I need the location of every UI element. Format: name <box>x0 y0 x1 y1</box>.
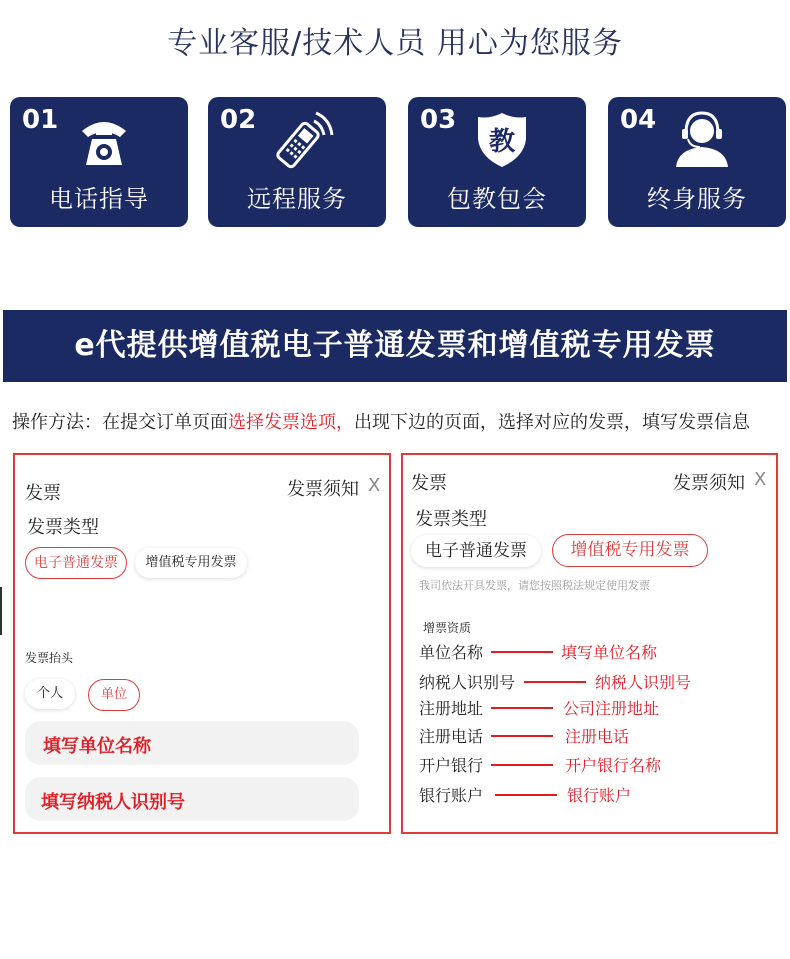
service-number: 01 <box>22 105 59 135</box>
type-option-vat-special[interactable]: 增值税专用发票 <box>135 548 247 578</box>
service-card-teach <box>408 97 586 227</box>
row-label: 开户银行 <box>419 756 484 775</box>
invoice-panel-right <box>401 453 778 834</box>
method-highlight: 选择发票选项， <box>228 412 354 433</box>
company-name-placeholder: 填写单位名称 <box>43 736 151 757</box>
panel-title: 发票 <box>411 473 447 494</box>
connector-line <box>491 707 553 709</box>
type-option-vat-special[interactable]: 增值税专用发票 <box>552 534 708 567</box>
service-card-phone <box>10 97 188 227</box>
invoice-type-label: 发票类型 <box>27 517 99 538</box>
service-label: 远程服务 <box>247 185 347 213</box>
row-label: 注册电话 <box>419 727 484 746</box>
row-value: 纳税人识别号 <box>595 673 692 692</box>
invoice-panel-left <box>13 453 391 834</box>
connector-line <box>491 764 553 766</box>
telephone-icon <box>72 109 136 169</box>
row-value: 开户银行名称 <box>565 756 662 775</box>
row-value: 填写单位名称 <box>561 643 658 662</box>
method-prefix: 操作方法：在提交订单页面 <box>12 412 228 433</box>
badge-text: 教 <box>488 127 515 157</box>
teach-badge-icon <box>470 109 534 169</box>
invoice-type-label: 发票类型 <box>415 509 487 530</box>
connector-line <box>524 681 586 683</box>
taxpayer-id-placeholder: 填写纳税人识别号 <box>41 792 185 813</box>
operation-instructions <box>12 408 750 434</box>
header-option-company[interactable]: 单位 <box>88 679 140 711</box>
divider <box>0 587 2 635</box>
row-value: 注册电话 <box>565 727 630 746</box>
row-label: 注册地址 <box>419 699 484 718</box>
invoice-header-label: 发票抬头 <box>25 651 74 665</box>
invoice-banner: e代提供增值税电子普通发票和增值税专用发票 <box>3 310 787 382</box>
taxpayer-id-field[interactable] <box>25 777 359 821</box>
service-label: 终身服务 <box>647 185 747 213</box>
row-value: 银行账户 <box>567 786 632 805</box>
row-label: 银行账户 <box>419 786 484 805</box>
type-option-electronic[interactable]: 电子普通发票 <box>411 535 541 567</box>
page-headline: 专业客服/技术人员 用心为您服务 <box>167 26 623 61</box>
service-label: 包教包会 <box>447 185 547 213</box>
service-number: 04 <box>620 105 657 135</box>
service-card-lifetime <box>608 97 786 227</box>
panel-title: 发票 <box>25 483 61 504</box>
service-card-remote <box>208 97 386 227</box>
row-label: 纳税人识别号 <box>419 673 516 692</box>
service-label: 电话指导 <box>49 185 149 213</box>
company-name-field[interactable] <box>25 721 359 765</box>
row-value: 公司注册地址 <box>563 699 660 718</box>
invoice-notice-link[interactable]: 发票须知 <box>287 479 359 500</box>
invoice-usage-note: 我司依法开具发票，请您按照税法规定使用发票 <box>419 579 650 592</box>
header-option-personal[interactable]: 个人 <box>25 679 75 709</box>
service-number: 02 <box>220 105 257 135</box>
invoice-notice-link[interactable]: 发票须知 <box>673 473 745 494</box>
vat-qualification-label: 增票资质 <box>423 621 472 635</box>
close-icon[interactable]: X <box>754 469 767 490</box>
connector-line <box>491 735 553 737</box>
type-option-electronic[interactable]: 电子普通发票 <box>25 547 127 579</box>
connector-line <box>495 794 557 796</box>
connector-line <box>491 651 553 653</box>
method-suffix: 出现下边的页面，选择对应的发票，填写发票信息 <box>354 412 750 433</box>
remote-phone-icon <box>270 109 334 169</box>
headset-agent-icon <box>670 109 734 169</box>
row-label: 单位名称 <box>419 643 484 662</box>
service-number: 03 <box>420 105 457 135</box>
close-icon[interactable]: X <box>368 475 381 496</box>
